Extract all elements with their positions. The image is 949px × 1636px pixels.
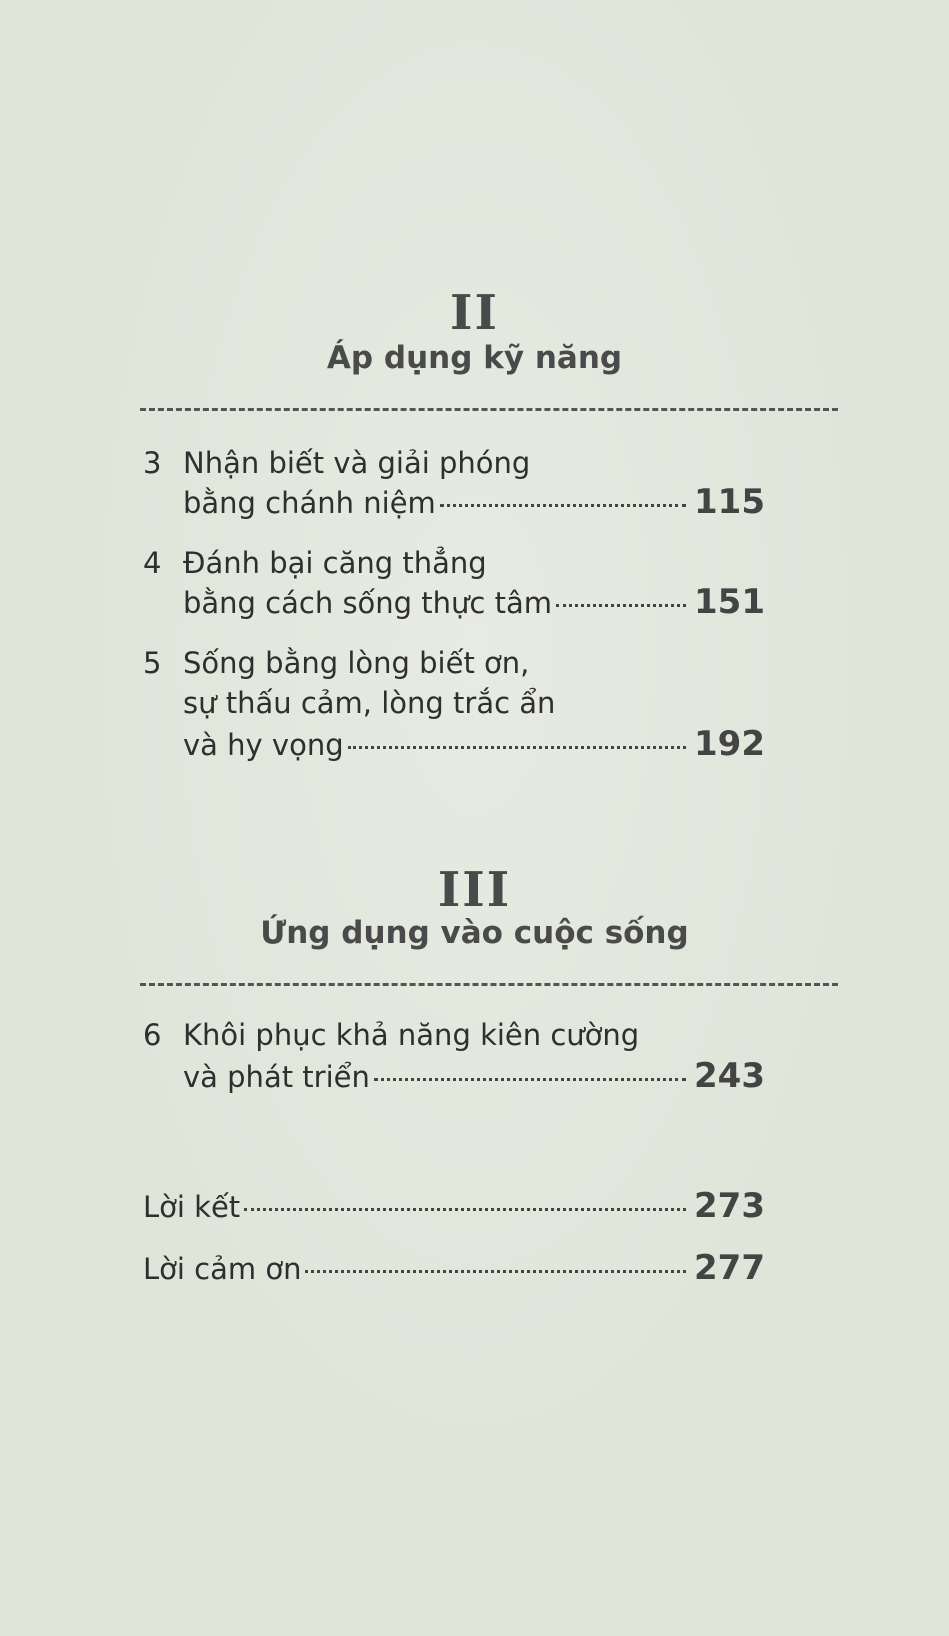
page-number: 151 [694,582,765,622]
chapter-title-line2: và hy vọng [183,728,344,762]
chapter-number: 6 [143,1018,162,1052]
part-2-title: Áp dụng kỹ năng [326,340,623,376]
part-2-divider [140,408,838,411]
page-number: 243 [694,1056,765,1096]
dot-leader [440,504,686,507]
chapter-title-line2: và phát triển [183,1060,370,1094]
page-number: 273 [694,1186,765,1226]
back-matter-label: Lời cảm ơn [143,1252,302,1286]
toc-entry-acknowledgements[interactable] [143,1248,765,1288]
chapter-title-line1: Đánh bại căng thẳng [183,546,487,580]
dot-leader [348,746,686,749]
chapter-title-line2: bằng chánh niệm [183,486,436,520]
part-3-title: Ứng dụng vào cuộc sống [260,915,689,951]
toc-entry-epilogue[interactable] [143,1186,765,1226]
dot-leader [244,1208,686,1211]
part-3-numeral: III [437,862,512,918]
dot-leader [374,1078,686,1081]
part-3-divider [140,983,838,986]
toc-entry-5-leader[interactable] [183,724,765,764]
toc-entry-3-leader[interactable] [183,482,765,522]
chapter-title-line1b: sự thấu cảm, lòng trắc ẩn [183,686,556,720]
chapter-title-line2: bằng cách sống thực tâm [183,586,552,620]
toc-entry-6-leader[interactable] [183,1056,765,1096]
chapter-title-line1: Khôi phục khả năng kiên cường [183,1018,640,1052]
part-2-numeral: II [450,285,499,341]
chapter-title-line1: Sống bằng lòng biết ơn, [183,646,530,680]
dot-leader [305,1270,686,1273]
chapter-number: 3 [143,446,162,480]
page-number: 277 [694,1248,765,1288]
dot-leader [556,604,686,607]
page-number: 115 [694,482,765,522]
toc-entry-4-leader[interactable] [183,582,765,622]
chapter-number: 5 [143,646,162,680]
chapter-title-line1: Nhận biết và giải phóng [183,446,531,480]
page-number: 192 [694,724,765,764]
back-matter-label: Lời kết [143,1190,241,1224]
chapter-number: 4 [143,546,162,580]
